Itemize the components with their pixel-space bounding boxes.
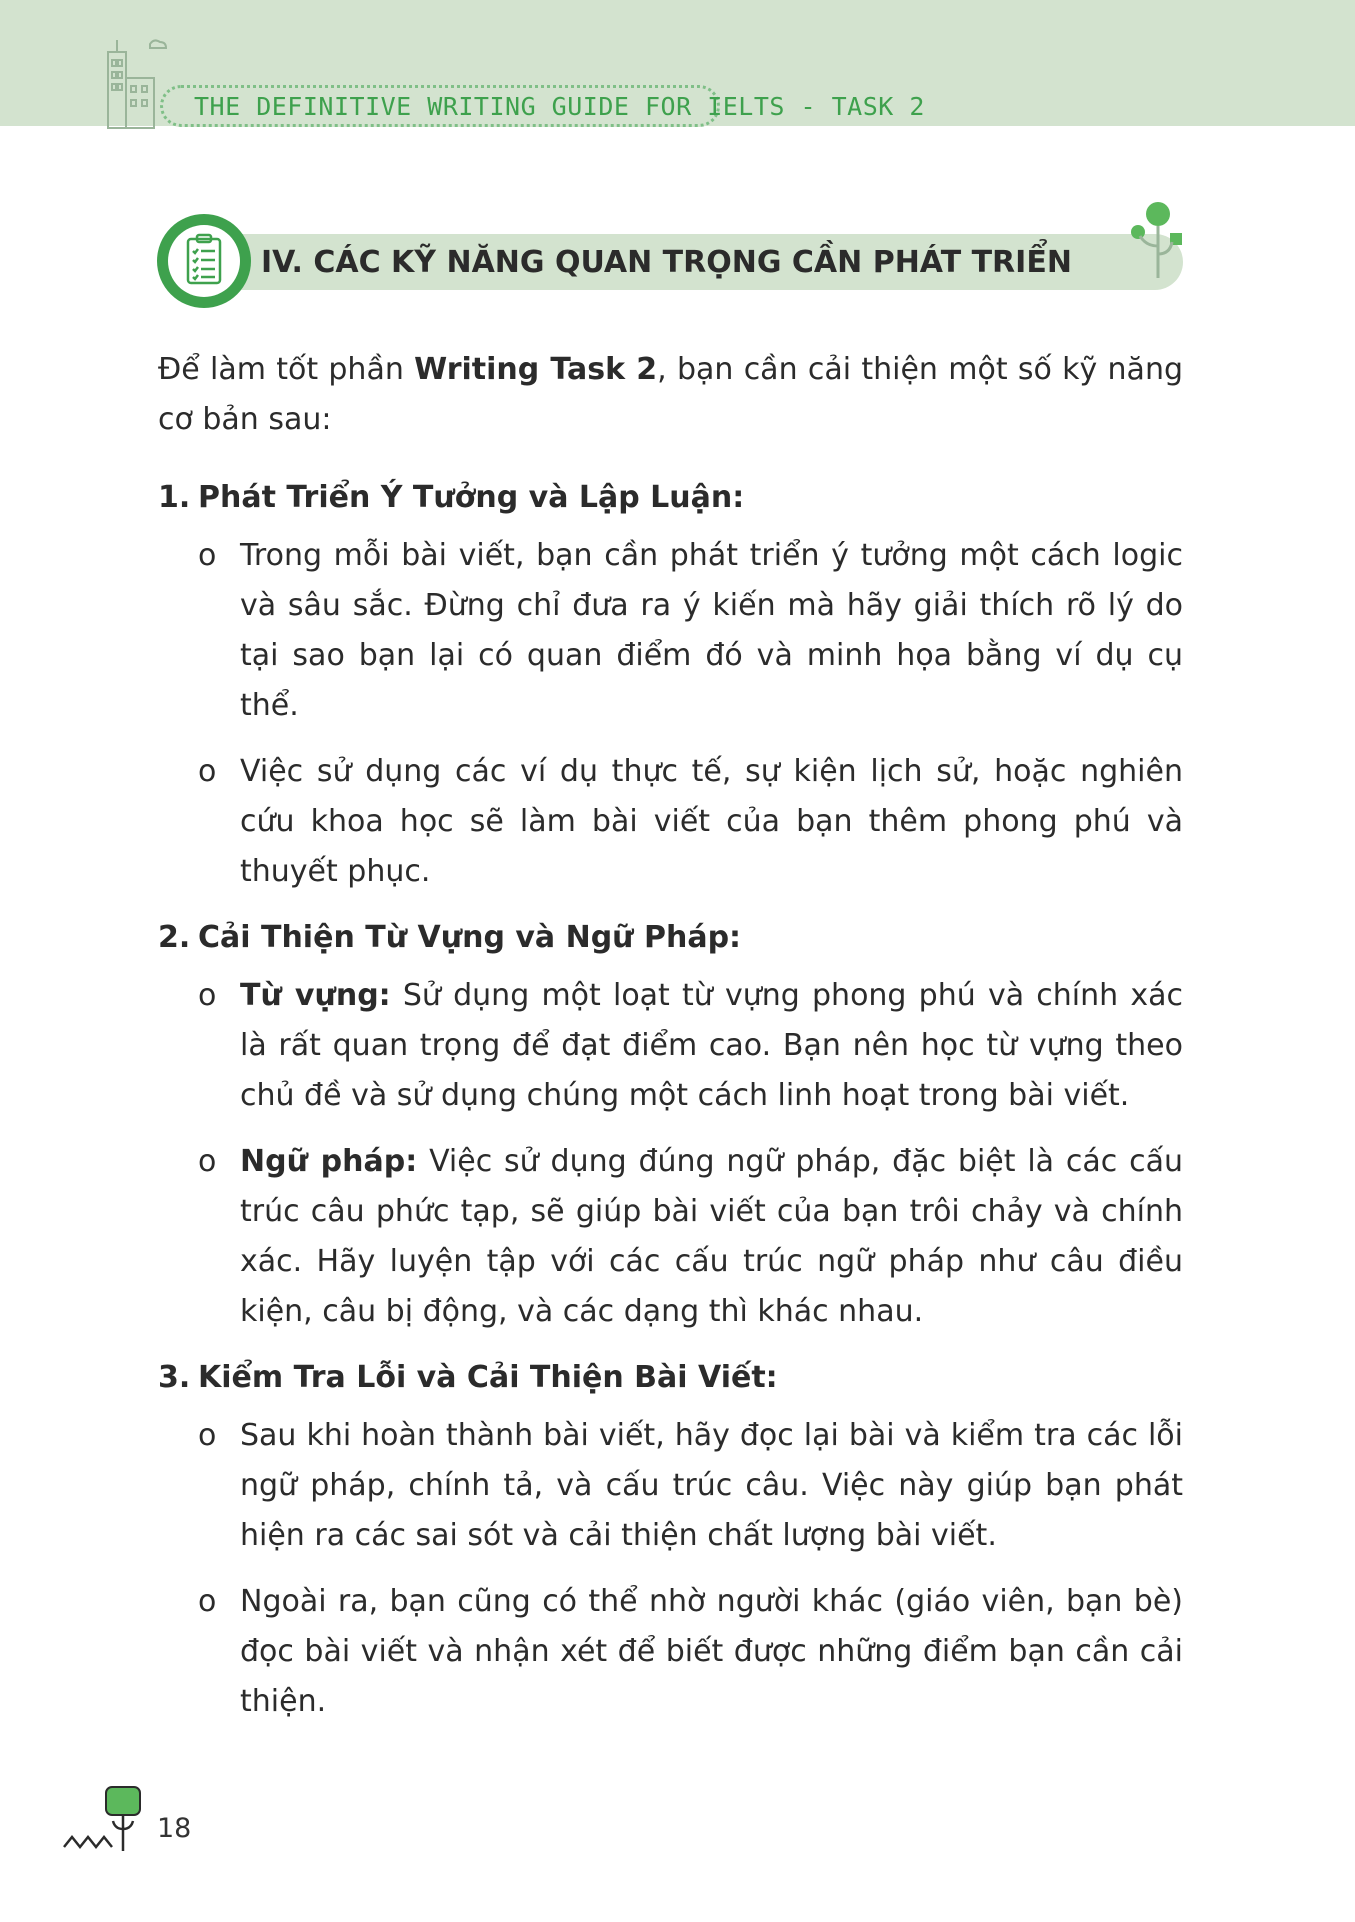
bullet-text (240, 1577, 1183, 1727)
header-title: THE DEFINITIVE WRITING GUIDE FOR IELTS - TASK 2 (194, 92, 925, 121)
bullet-text (240, 1137, 1183, 1337)
main-content (158, 345, 1183, 1743)
section-badge-inner (168, 225, 240, 297)
bullet-marker: o (198, 754, 217, 789)
intro-bold: Writing Task 2 (414, 352, 658, 387)
intro-before: Để làm tốt phần (158, 352, 415, 387)
item-heading-text: Kiểm Tra Lỗi và Cải Thiện Bài Viết: (198, 1360, 778, 1395)
bullet-body: Việc sử dụng đúng ngữ pháp, đặc biệt là các cấu trúc câu phức tạp, sẽ giúp bài viết của bạn trôi chảy và chính xác. Hãy luyện tập với các cấu trúc ngữ pháp như câu điều kiện, câu bị động, và các dạng thì khác nhau. (240, 1144, 1183, 1329)
bullet-body: Việc sử dụng các ví dụ thực tế, sự kiện lịch sử, hoặc nghiên cứu khoa học sẽ làm bài viết của bạn thêm phong phú và thuyết phục. (240, 754, 1183, 889)
bullet-text (240, 971, 1183, 1121)
bullet-text (240, 747, 1183, 897)
bullet-marker: o (198, 538, 217, 573)
item-heading (158, 913, 1183, 963)
intro-paragraph (158, 345, 1183, 445)
list-item-1 (158, 473, 1183, 897)
item-number: 3. (158, 1360, 191, 1395)
building-icon (100, 38, 170, 130)
clipboard-checklist-icon (168, 225, 240, 297)
bullet-text (240, 531, 1183, 731)
bullet-marker: o (198, 1418, 217, 1453)
section-badge (157, 214, 251, 308)
list-item-3 (158, 1353, 1183, 1727)
item-heading-text: Phát Triển Ý Tưởng và Lập Luận: (198, 480, 745, 515)
item-heading (158, 1353, 1183, 1403)
bullet-bold-lead: Ngữ pháp: (240, 1144, 418, 1179)
page-number: 18 (157, 1813, 192, 1844)
tree-icon (1128, 200, 1184, 280)
bullet-body: Sau khi hoàn thành bài viết, hãy đọc lại bài và kiểm tra các lỗi ngữ pháp, chính tả, và cấu trúc câu. Việc này giúp bạn phát hiện ra các sai sót và cải thiện chất lượng bài viết. (240, 1418, 1183, 1553)
bullet-item (158, 1577, 1183, 1727)
bullet-text (240, 1411, 1183, 1561)
bullet-item (158, 971, 1183, 1121)
bullet-marker: o (198, 978, 217, 1013)
item-heading (158, 473, 1183, 523)
bullet-item (158, 747, 1183, 897)
bullet-body: Ngoài ra, bạn cũng có thể nhờ người khác (giáo viên, bạn bè) đọc bài viết và nhận xét để biết được những điểm bạn cần cải thiện. (240, 1584, 1183, 1719)
bullet-body: Sử dụng một loạt từ vựng phong phú và chính xác là rất quan trọng để đạt điểm cao. Bạn nên học từ vựng theo chủ đề và sử dụng chúng một cách linh hoạt trong bài viết. (240, 978, 1183, 1113)
section-title: IV. CÁC KỸ NĂNG QUAN TRỌNG CẦN PHÁT TRIỂN (261, 245, 1072, 280)
tree-mountain-icon (62, 1785, 152, 1855)
bullet-bold-lead: Từ vựng: (240, 978, 391, 1013)
item-number: 1. (158, 480, 191, 515)
intro-after: , bạn cần cải thiện một số kỹ năng cơ bản sau: (158, 352, 1183, 437)
item-heading-text: Cải Thiện Từ Vựng và Ngữ Pháp: (198, 920, 742, 955)
bullet-item (158, 1411, 1183, 1561)
item-number: 2. (158, 920, 191, 955)
bullet-marker: o (198, 1584, 217, 1619)
bullet-item (158, 1137, 1183, 1337)
bullet-body: Trong mỗi bài viết, bạn cần phát triển ý tưởng một cách logic và sâu sắc. Đừng chỉ đưa ra ý kiến mà hãy giải thích rõ lý do tại sao bạn lại có quan điểm đó và minh họa bằng ví dụ cụ thể. (240, 538, 1183, 723)
bullet-item (158, 531, 1183, 731)
list-item-2 (158, 913, 1183, 1337)
bullet-marker: o (198, 1144, 217, 1179)
